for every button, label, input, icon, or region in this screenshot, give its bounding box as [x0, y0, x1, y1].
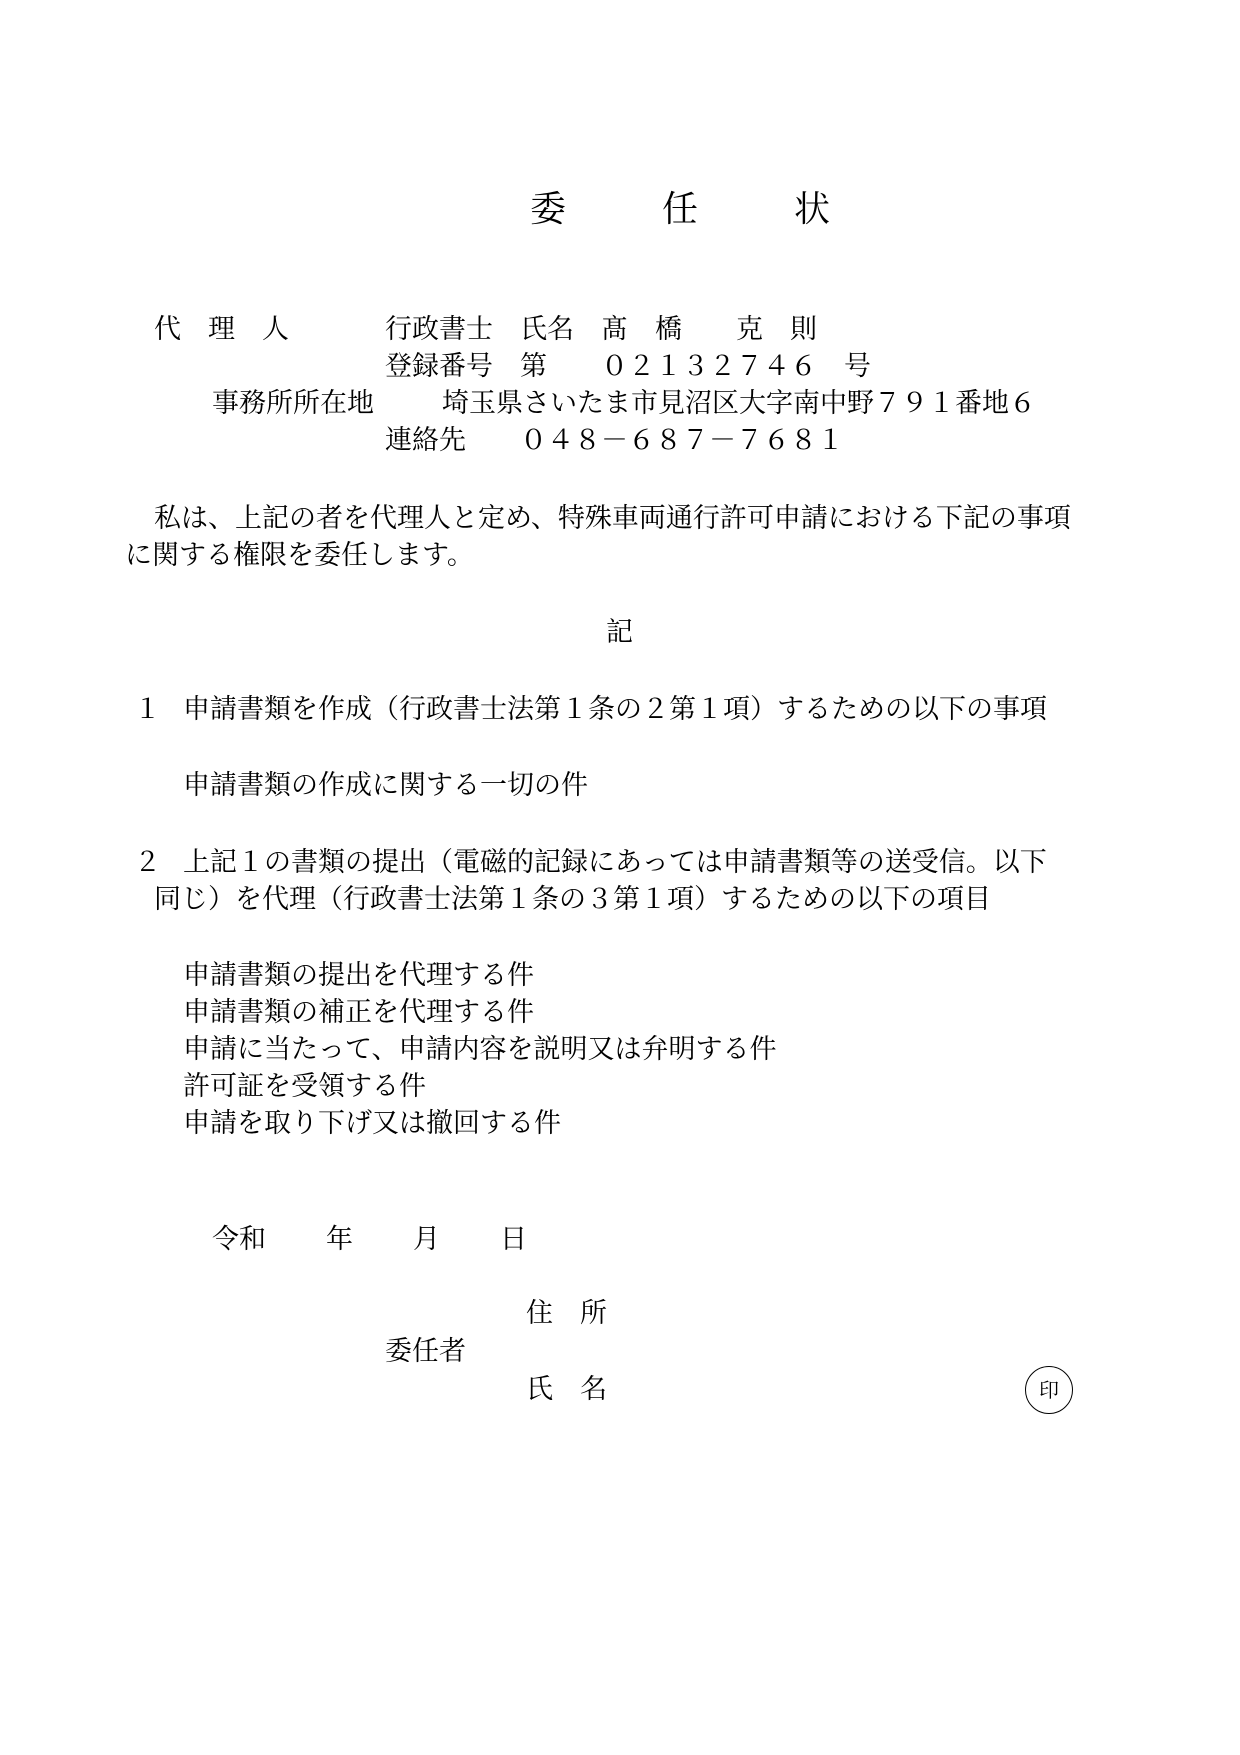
item1-text: 申請書類を作成（行政書士法第１条の２第１項）するための以下の事項 [183, 694, 1047, 725]
item2-sub-3: 申請に当たって、申請内容を説明又は弁明する件 [183, 1034, 777, 1065]
date-month: 月 [413, 1224, 440, 1255]
date-day: 日 [500, 1224, 527, 1255]
agent-office-address: 埼玉県さいたま市見沼区大字南中野７９１番地６ [442, 388, 1036, 419]
item2-sub-4: 許可証を受領する件 [183, 1071, 426, 1102]
agent-contact-line: 連絡先 ０４８－６８７－７６８１ [385, 425, 844, 456]
delegator-name-label: 氏 名 [526, 1374, 607, 1405]
delegation-text-line1: 私は、上記の者を代理人と定め、特殊車両通行許可申請における下記の事項 [154, 503, 1071, 534]
delegator-label: 委任者 [385, 1336, 466, 1367]
agent-office-label: 事務所所在地 [212, 388, 374, 419]
item2-sub-1: 申請書類の提出を代理する件 [183, 960, 534, 991]
seal-mark [1025, 1366, 1073, 1414]
ki-heading: 記 [606, 617, 633, 648]
agent-role-label: 代 理 人 [154, 314, 289, 345]
agent-registration-line: 登録番号 第 ０２１３２７４６ 号 [385, 351, 871, 382]
item2-sub-5: 申請を取り下げ又は撤回する件 [183, 1108, 561, 1139]
item2-number: ２ [134, 847, 161, 878]
date-year: 年 [326, 1224, 353, 1255]
item2-sub-2: 申請書類の補正を代理する件 [183, 997, 534, 1028]
seal-text: 印 [1039, 1378, 1059, 1402]
delegator-address-label: 住 所 [526, 1298, 607, 1329]
item1-number: １ [134, 694, 161, 725]
date-era: 令和 [212, 1224, 266, 1255]
item1-sub: 申請書類の作成に関する一切の件 [183, 770, 588, 801]
delegation-text-line2: に関する権限を委任します。 [125, 540, 474, 571]
item2-text-line2: 同じ）を代理（行政書士法第１条の３第１項）するための以下の項目 [154, 884, 991, 915]
item2-text-line1: 上記１の書類の提出（電磁的記録にあっては申請書類等の送受信。以下 [183, 847, 1047, 878]
agent-name-line: 行政書士 氏名 髙 橋 克 則 [385, 314, 817, 345]
document-title: 委 任 状 [530, 189, 861, 230]
